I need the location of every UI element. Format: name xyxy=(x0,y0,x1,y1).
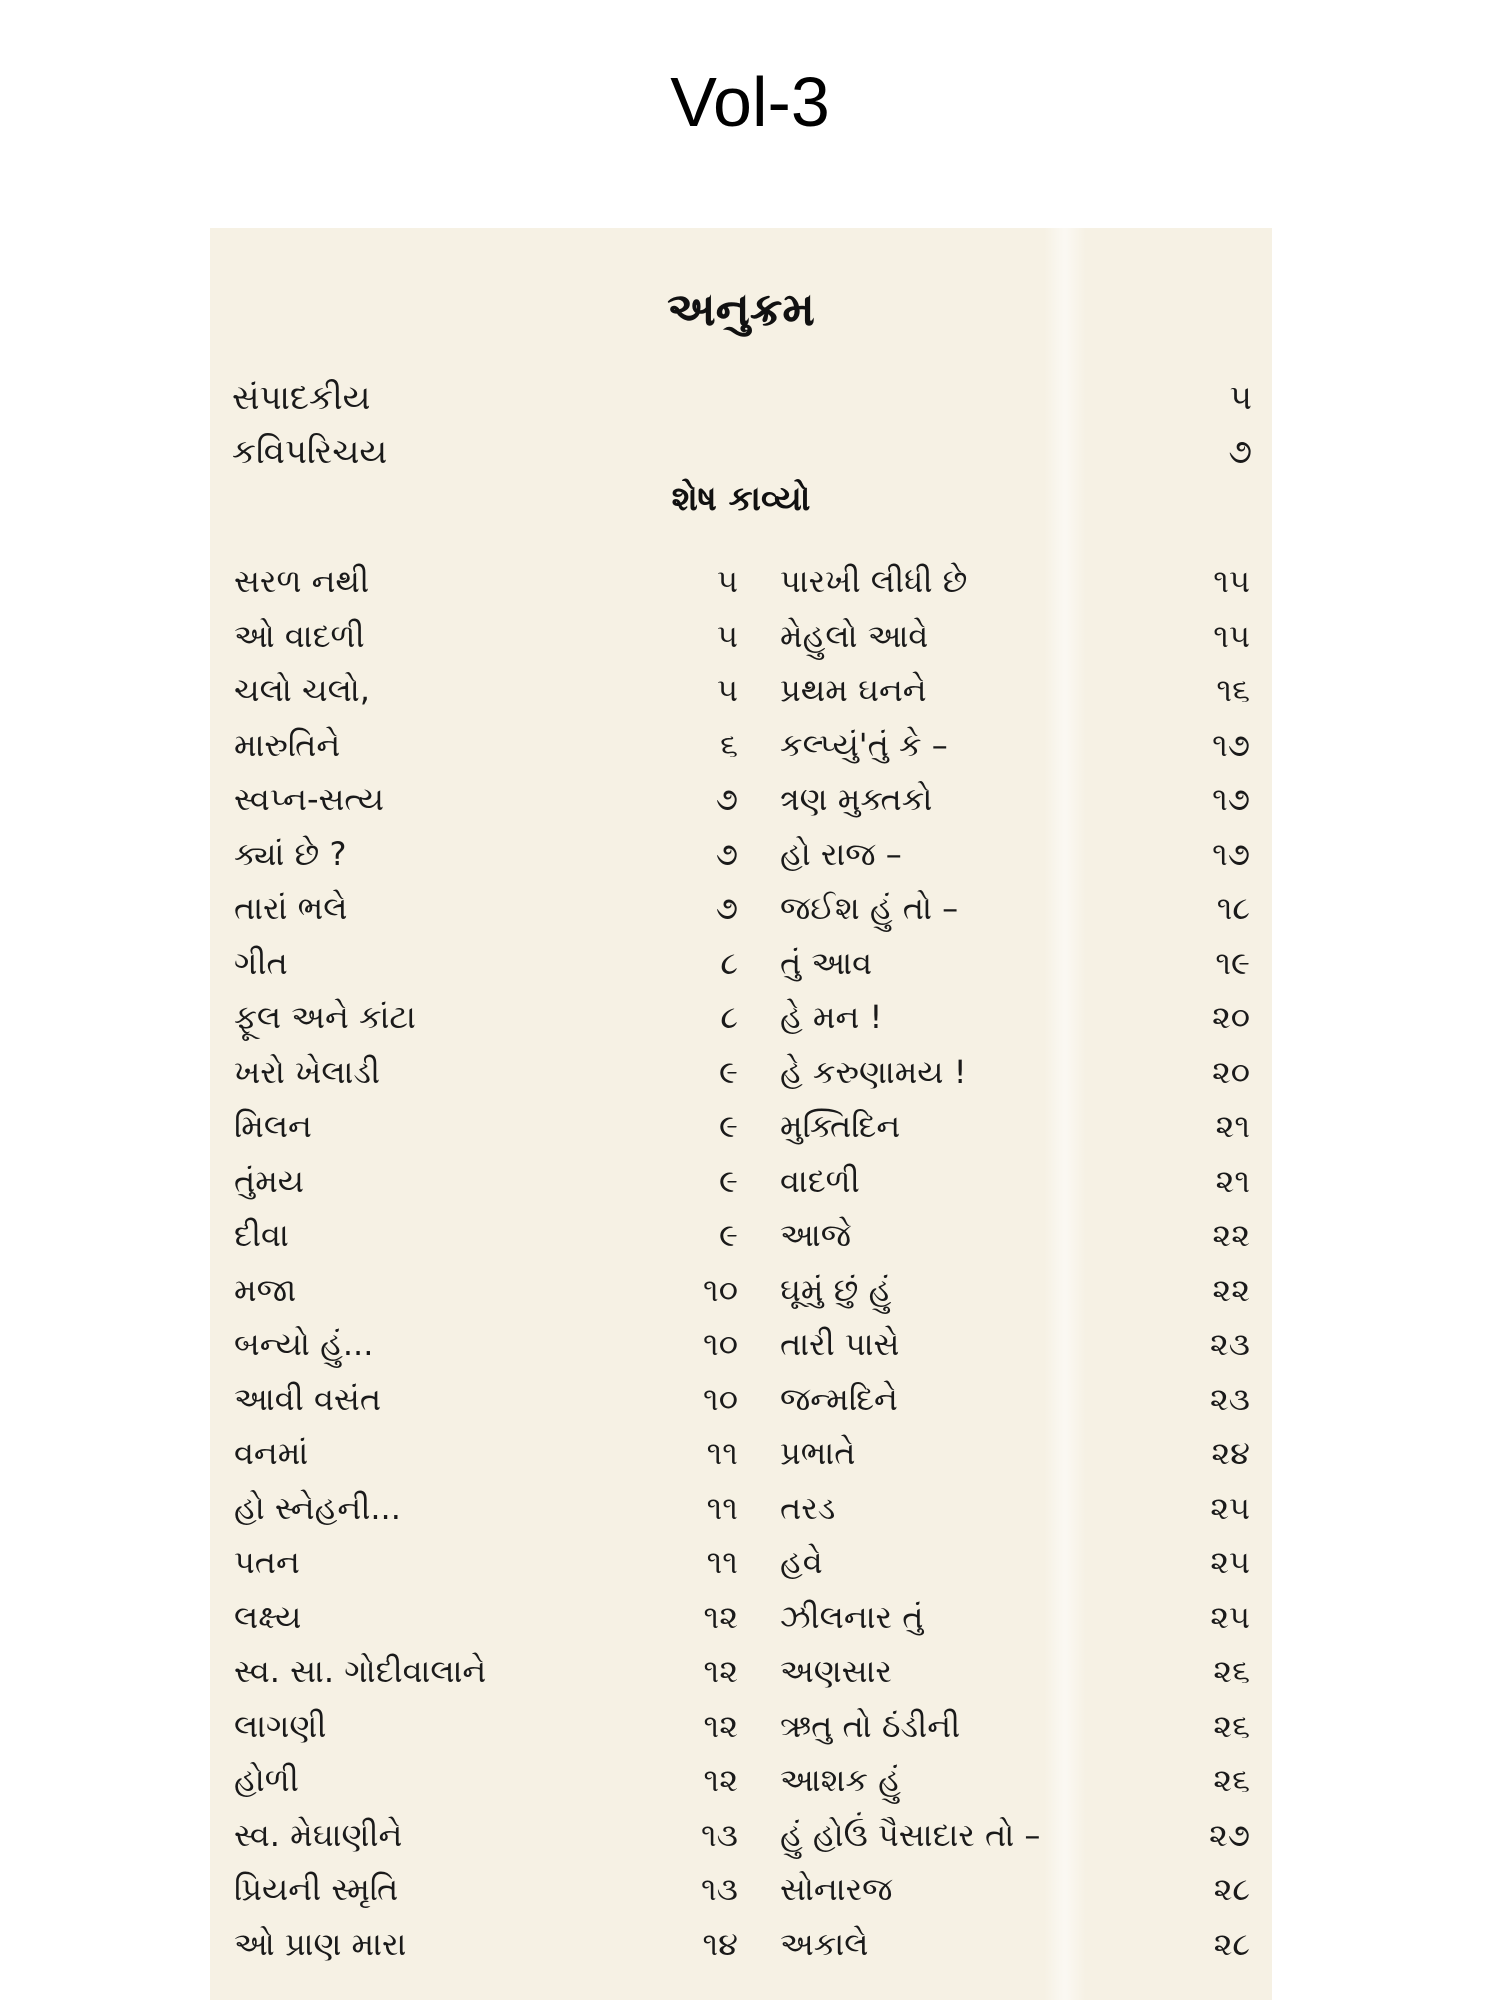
toc-right-page: ૨૩ xyxy=(1209,1379,1250,1418)
toc-row xyxy=(234,1265,1250,1315)
toc-right-page: ૨૩ xyxy=(1209,1325,1250,1363)
toc-left-page: ૭ xyxy=(715,889,738,927)
toc-right-page: ૨૫ xyxy=(1210,1543,1250,1581)
toc-right-page: ૧૫ xyxy=(1213,616,1250,655)
toc-left-page: ૫ xyxy=(716,671,738,709)
toc-right-title: કલ્પ્યું'તું કે – xyxy=(780,725,948,764)
toc-heading: અનુક્રમ xyxy=(667,282,815,336)
toc-right-title: તારી પાસે xyxy=(780,1325,900,1363)
toc-left-page: ૭ xyxy=(715,834,738,873)
toc-right-title: સોનારજ xyxy=(780,1870,893,1908)
toc-left-title: સ્વ. મેઘાણીને xyxy=(234,1815,403,1854)
toc-left-page: ૧૩ xyxy=(701,1870,738,1908)
toc-right-title: હવે xyxy=(780,1543,823,1581)
toc-left-title: તુંમય xyxy=(234,1161,305,1200)
toc-right-title: તરડ xyxy=(780,1488,836,1527)
toc-left-title: ચલો ચલો, xyxy=(234,671,370,709)
front-matter-page: ૭ xyxy=(1228,432,1252,472)
toc-row xyxy=(234,611,1250,661)
toc-left-title: ખરો ખેલાડી xyxy=(234,1052,381,1091)
toc-right-page: ૨૫ xyxy=(1210,1488,1250,1527)
toc-right-page: ૧૬ xyxy=(1216,671,1250,709)
toc-right-title: વાદળી xyxy=(780,1161,860,1200)
toc-left-title: દીવા xyxy=(234,1216,289,1254)
toc-right-page: ૨૫ xyxy=(1210,1597,1250,1636)
toc-left-title: મજા xyxy=(234,1270,297,1309)
toc-right-page: ૨૭ xyxy=(1208,1815,1250,1854)
toc-right-page: ૧૯ xyxy=(1215,943,1250,982)
toc-right-page: ૧૫ xyxy=(1213,562,1250,600)
toc-row xyxy=(234,1646,1250,1696)
toc-right-title: ઋતુ તો ઠંડીની xyxy=(780,1706,961,1745)
toc-right-title: જન્મદિને xyxy=(780,1379,898,1418)
toc-right-page: ૨૨ xyxy=(1212,1216,1250,1254)
toc-right-page: ૨૧ xyxy=(1215,1161,1250,1200)
toc-row xyxy=(234,665,1250,715)
toc-left-page: ૯ xyxy=(719,1107,738,1145)
front-matter-item xyxy=(232,424,1252,480)
front-matter-title: સંપાદકીય xyxy=(232,378,371,418)
toc-row xyxy=(234,1864,1250,1914)
front-matter-title: કવિપરિચય xyxy=(232,432,388,472)
toc-left-page: ૧૨ xyxy=(703,1652,738,1690)
toc-right-title: હે કરુણામય ! xyxy=(780,1052,967,1091)
toc-row xyxy=(234,883,1250,933)
toc-left-title: ઓ વાદળી xyxy=(234,616,365,655)
toc-left-page: ૧૩ xyxy=(701,1815,738,1854)
toc-left-title: તારાં ભલે xyxy=(234,889,348,927)
toc-right-page: ૧૭ xyxy=(1212,780,1250,818)
toc-row xyxy=(234,1483,1250,1533)
toc-right-page: ૨૦ xyxy=(1211,998,1250,1036)
toc-row xyxy=(234,829,1250,879)
toc-row xyxy=(234,720,1250,770)
toc-left-page: ૧૧ xyxy=(706,1543,738,1581)
toc-right-title: તું આવ xyxy=(780,943,873,982)
toc-left-page: ૧૧ xyxy=(706,1434,738,1472)
toc-right-title: આશક હું xyxy=(780,1761,901,1799)
toc-right-page: ૧૭ xyxy=(1212,834,1250,873)
toc-left-title: હો સ્નેહની... xyxy=(234,1488,401,1527)
toc-right-title: ત્રણ મુક્તકો xyxy=(780,780,933,818)
toc-row xyxy=(234,1210,1250,1260)
toc-left-page: ૧૦ xyxy=(703,1270,738,1309)
toc-left-title: બન્યો હું... xyxy=(234,1325,374,1363)
toc-right-page: ૧૮ xyxy=(1216,889,1250,927)
toc-right-title: મુક્તિદિન xyxy=(780,1107,901,1145)
toc-row xyxy=(234,1592,1250,1642)
toc-left-page: ૧૨ xyxy=(703,1761,738,1799)
toc-left-page: ૧૦ xyxy=(703,1325,738,1363)
toc-left-page: ૮ xyxy=(720,943,738,982)
toc-left-title: વનમાં xyxy=(234,1434,309,1472)
front-matter-item xyxy=(232,370,1252,426)
toc-row xyxy=(234,1537,1250,1587)
toc-right-title: હે મન ! xyxy=(780,998,883,1036)
toc-left-page: ૯ xyxy=(719,1216,738,1254)
toc-left-page: ૭ xyxy=(715,780,738,818)
toc-left-title: પ્રિયની સ્મૃતિ xyxy=(234,1870,399,1908)
toc-left-title: ક્યાં છે ? xyxy=(234,834,347,873)
toc-row xyxy=(234,1101,1250,1151)
scanned-page xyxy=(210,228,1272,2000)
toc-right-title: અણસાર xyxy=(780,1652,892,1690)
volume-label: Vol-3 xyxy=(670,63,830,141)
toc-left-title: પતન xyxy=(234,1543,300,1581)
toc-right-title: આજે xyxy=(780,1216,851,1254)
toc-left-title: આવી વસંત xyxy=(234,1379,382,1418)
toc-row xyxy=(234,1047,1250,1097)
toc-right-title: પ્રભાતે xyxy=(780,1434,856,1472)
toc-left-page: ૫ xyxy=(716,616,738,655)
toc-right-title: હો રાજ – xyxy=(780,834,902,873)
toc-right-page: ૨૬ xyxy=(1213,1652,1250,1690)
toc-left-title: ગીત xyxy=(234,943,288,982)
toc-left-title: સરળ નથી xyxy=(234,562,370,600)
toc-row xyxy=(234,1156,1250,1206)
toc-left-page: ૧૧ xyxy=(706,1488,738,1527)
toc-right-title: પ્રથમ ઘનને xyxy=(780,671,927,709)
toc-right-page: ૨૬ xyxy=(1213,1761,1250,1799)
toc-row xyxy=(234,992,1250,1042)
toc-right-page: ૨૧ xyxy=(1215,1107,1250,1145)
toc-left-title: સ્વ. સા. ગોદીવાલાને xyxy=(234,1652,487,1690)
toc-row xyxy=(234,774,1250,824)
toc-right-page: ૨૬ xyxy=(1213,1706,1250,1745)
toc-row xyxy=(234,1374,1250,1424)
toc-right-title: જઈશ હું તો – xyxy=(780,889,959,927)
toc-left-page: ૧૪ xyxy=(702,1924,738,1963)
toc-right-title: ઝીલનાર તું xyxy=(780,1597,924,1636)
toc-row xyxy=(234,556,1250,606)
toc-left-title: હોળી xyxy=(234,1761,299,1799)
toc-row xyxy=(234,938,1250,988)
toc-left-title: લાગણી xyxy=(234,1706,327,1745)
toc-right-title: મેહુલો આવે xyxy=(780,616,929,655)
toc-left-title: સ્વપ્ન-સત્ય xyxy=(234,780,385,818)
toc-left-page: ૧૨ xyxy=(703,1597,738,1636)
toc-right-title: હું હોઉં પૈસાદાર તો – xyxy=(780,1815,1041,1854)
toc-left-page: ૬ xyxy=(720,725,738,764)
toc-left-page: ૮ xyxy=(720,998,738,1036)
section-heading: શેષ કાવ્યો xyxy=(671,479,811,519)
toc-left-title: મારુતિને xyxy=(234,725,341,764)
front-matter-page: ૫ xyxy=(1229,378,1252,418)
toc-right-page: ૨૮ xyxy=(1213,1924,1250,1963)
toc-right-page: ૨૮ xyxy=(1213,1870,1250,1908)
toc-row xyxy=(234,1810,1250,1860)
toc-row xyxy=(234,1701,1250,1751)
toc-left-title: ફૂલ અને કાંટા xyxy=(234,998,416,1036)
toc-right-page: ૨૪ xyxy=(1211,1434,1250,1472)
toc-left-page: ૧૦ xyxy=(703,1379,738,1418)
toc-row xyxy=(234,1755,1250,1805)
toc-left-page: ૧૨ xyxy=(703,1706,738,1745)
toc-left-page: ૯ xyxy=(719,1052,738,1091)
toc-right-page: ૨૦ xyxy=(1211,1052,1250,1091)
toc-right-title: અકાલે xyxy=(780,1924,869,1963)
toc-left-title: મિલન xyxy=(234,1107,312,1145)
toc-right-title: ઘૂમું છું હું xyxy=(780,1270,892,1309)
toc-row xyxy=(234,1428,1250,1478)
toc-right-page: ૨૨ xyxy=(1212,1270,1250,1309)
toc-left-title: ઓ પ્રાણ મારા xyxy=(234,1924,407,1963)
toc-row xyxy=(234,1319,1250,1369)
toc-left-page: ૯ xyxy=(719,1161,738,1200)
toc-right-title: પારખી લીધી છે xyxy=(780,562,968,600)
toc-left-title: લક્ષ્ય xyxy=(234,1597,302,1636)
toc-right-page: ૧૭ xyxy=(1212,725,1250,764)
toc-row xyxy=(234,1919,1250,1969)
toc-left-page: ૫ xyxy=(716,562,738,600)
